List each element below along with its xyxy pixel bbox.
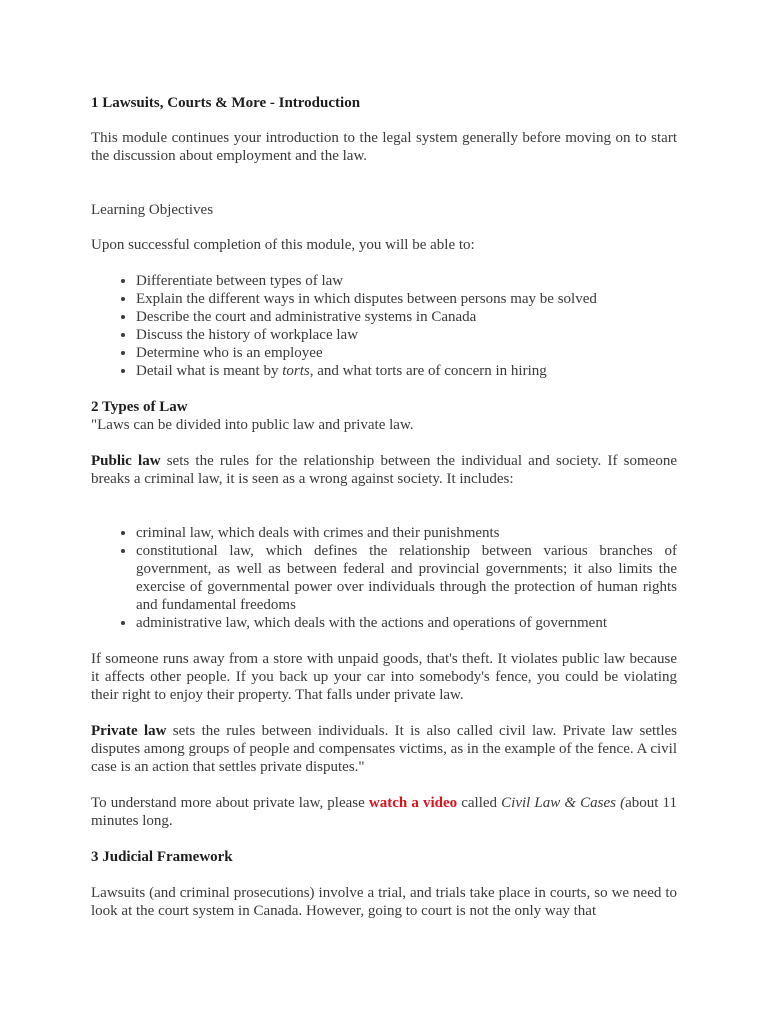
list-item: • constitutional law, which defines the relationship between various branches of government, as well as between federal and provincial governments; it also limits the exercise of governmental power over individuals through the protection of human rights and fundamental freedoms xyxy=(136,542,677,614)
list-item xyxy=(136,362,677,380)
objectives-lead: Upon successful completion of this module, you will be able to: xyxy=(91,237,475,253)
example-paragraph: If someone runs away from a store with unpaid goods, that's theft. It violates public law because it affects other people. If you back up your car into somebody's fence, you could be violating their right to enjoy their property. That falls under private law. xyxy=(91,651,677,703)
torts-term: torts xyxy=(282,363,310,379)
section-2-heading: 2 Types of Law xyxy=(91,399,188,415)
public-law-list xyxy=(91,524,677,632)
document-page xyxy=(91,94,677,920)
public-law-text: sets the rules for the relationship between the individual and society. If someone breaks a criminal law, it is seen as a wrong against society. It includes: xyxy=(91,453,677,487)
list-item: • Determine who is an employee xyxy=(136,344,677,362)
private-law-paragraph xyxy=(91,722,677,776)
objectives-title: Learning Objectives xyxy=(91,202,214,218)
public-law-term: Public law xyxy=(91,453,161,469)
section-3-text: Lawsuits (and criminal prosecutions) involve a trial, and trials take place in courts, so we need to look at the court system in Canada. However, going to court is not the only way that xyxy=(91,885,677,919)
objectives-list xyxy=(91,272,677,380)
objective-text: , and what torts are of concern in hiring xyxy=(309,363,547,379)
public-law-paragraph xyxy=(91,452,677,488)
types-quote-intro: "Laws can be divided into public law and private law. xyxy=(91,417,414,433)
list-item: • Differentiate between types of law xyxy=(136,272,677,290)
list-item: • Describe the court and administrative systems in Canada xyxy=(136,308,677,326)
private-law-text: sets the rules between individuals. It is also called civil law. Private law settles disputes among groups of people and compensates victims, as in the example of the fence. A civil case is an action that settles private disputes." xyxy=(91,723,677,775)
section-1-heading: 1 Lawsuits, Courts & More - Introduction xyxy=(91,95,361,111)
private-law-term: Private law xyxy=(91,723,167,739)
list-item: • administrative law, which deals with the actions and operations of government xyxy=(136,614,677,632)
video-title: Civil Law & Cases ( xyxy=(501,795,626,811)
watch-video-link[interactable]: watch a video xyxy=(368,795,458,811)
objective-text: Detail what is meant by xyxy=(136,363,283,379)
section-1-intro: This module continues your introduction to the legal system generally before moving on to start the discussion about employment and the law. xyxy=(91,130,677,164)
video-mid-text: called xyxy=(457,795,502,811)
video-paragraph xyxy=(91,794,677,830)
list-item: • criminal law, which deals with crimes and their punishments xyxy=(136,524,677,542)
video-duration-text: about 11 minutes long. xyxy=(91,795,677,829)
list-item: • Discuss the history of workplace law xyxy=(136,326,677,344)
section-3-heading: 3 Judicial Framework xyxy=(91,849,233,865)
list-item: • Explain the different ways in which disputes between persons may be solved xyxy=(136,290,677,308)
video-lead-text: To understand more about private law, please xyxy=(91,795,369,811)
